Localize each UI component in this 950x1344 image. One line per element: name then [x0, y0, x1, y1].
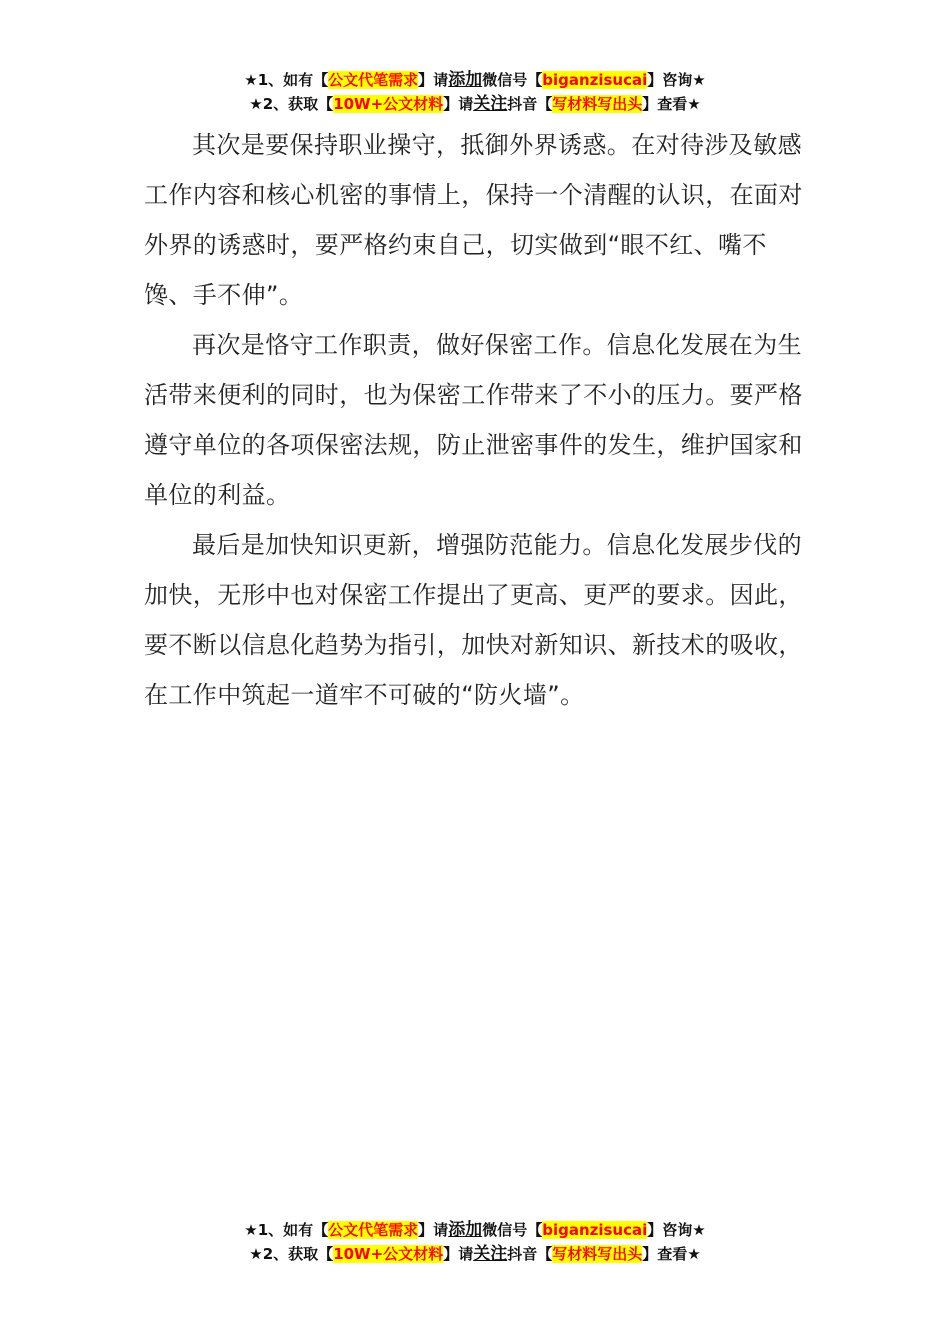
banner-line-1: [0, 68, 950, 92]
star-icon: ★: [692, 1221, 706, 1239]
banner-line-1: [0, 1218, 950, 1242]
document-body: [144, 120, 806, 720]
banner-text: 】查看: [642, 95, 688, 113]
star-icon: ★: [244, 71, 258, 89]
paragraph: 再次是恪守工作职责，做好保密工作。信息化发展在为生活带来便利的同时，也为保密工作带来了不小的压力。要严格遵守单位的各项保密法规，防止泄密事件的发生，维护国家和单位的利益。: [144, 331, 803, 509]
paragraph: 其次是要保持职业操守，抵御外界诱惑。在对待涉及敏感工作内容和核心机密的事情上，保持一个清醒的认识，在面对外界的诱惑时，要严格约束自己，切实做到“眼不红、嘴不馋、手不伸”。: [144, 131, 803, 309]
wechat-id: biganzisucai: [542, 71, 648, 89]
star-icon: ★: [687, 95, 701, 113]
highlight-text: 公文代笔需求: [328, 71, 419, 89]
star-icon: ★: [244, 1221, 258, 1239]
star-icon: ★: [249, 95, 263, 113]
banner-text: 】查看: [642, 1245, 688, 1263]
footer-banner: [0, 1218, 950, 1266]
banner-text: 2、获取【: [262, 1245, 334, 1263]
douyin-account: 写材料写出头: [552, 1245, 643, 1263]
banner-text: 2、获取【: [262, 95, 334, 113]
highlight-text: 公文代笔需求: [328, 1221, 419, 1239]
wechat-id: biganzisucai: [542, 1221, 648, 1239]
star-icon: ★: [249, 1245, 263, 1263]
banner-text: 】请: [418, 71, 449, 89]
star-icon: ★: [687, 1245, 701, 1263]
highlight-text: 10W+公文材料: [333, 1245, 444, 1263]
header-banner: [0, 68, 950, 116]
banner-text: 抖音【: [507, 1245, 553, 1263]
emphasis-text: 关注: [473, 94, 508, 114]
star-icon: ★: [692, 71, 706, 89]
banner-line-2: [0, 92, 950, 116]
banner-text: 】咨询: [647, 1221, 693, 1239]
banner-text: 1、如有【: [257, 1221, 329, 1239]
douyin-account: 写材料写出头: [552, 95, 643, 113]
banner-line-2: [0, 1242, 950, 1266]
highlight-text: 10W+公文材料: [333, 95, 444, 113]
emphasis-text: 添加: [448, 70, 483, 90]
banner-text: 】请: [418, 1221, 449, 1239]
emphasis-text: 关注: [473, 1244, 508, 1264]
paragraph: 最后是加快知识更新，增强防范能力。信息化发展步伐的加快，无形中也对保密工作提出了更高、更严的要求。因此，要不断以信息化趋势为指引，加快对新知识、新技术的吸收，在工作中筑起一道牢不可破的“防火墙”。: [144, 531, 803, 709]
banner-text: 】咨询: [647, 71, 693, 89]
banner-text: 微信号【: [482, 1221, 543, 1239]
banner-text: 抖音【: [507, 95, 553, 113]
emphasis-text: 添加: [448, 1220, 483, 1240]
banner-text: 】请: [443, 95, 474, 113]
banner-text: 】请: [443, 1245, 474, 1263]
banner-text: 微信号【: [482, 71, 543, 89]
banner-text: 1、如有【: [257, 71, 329, 89]
